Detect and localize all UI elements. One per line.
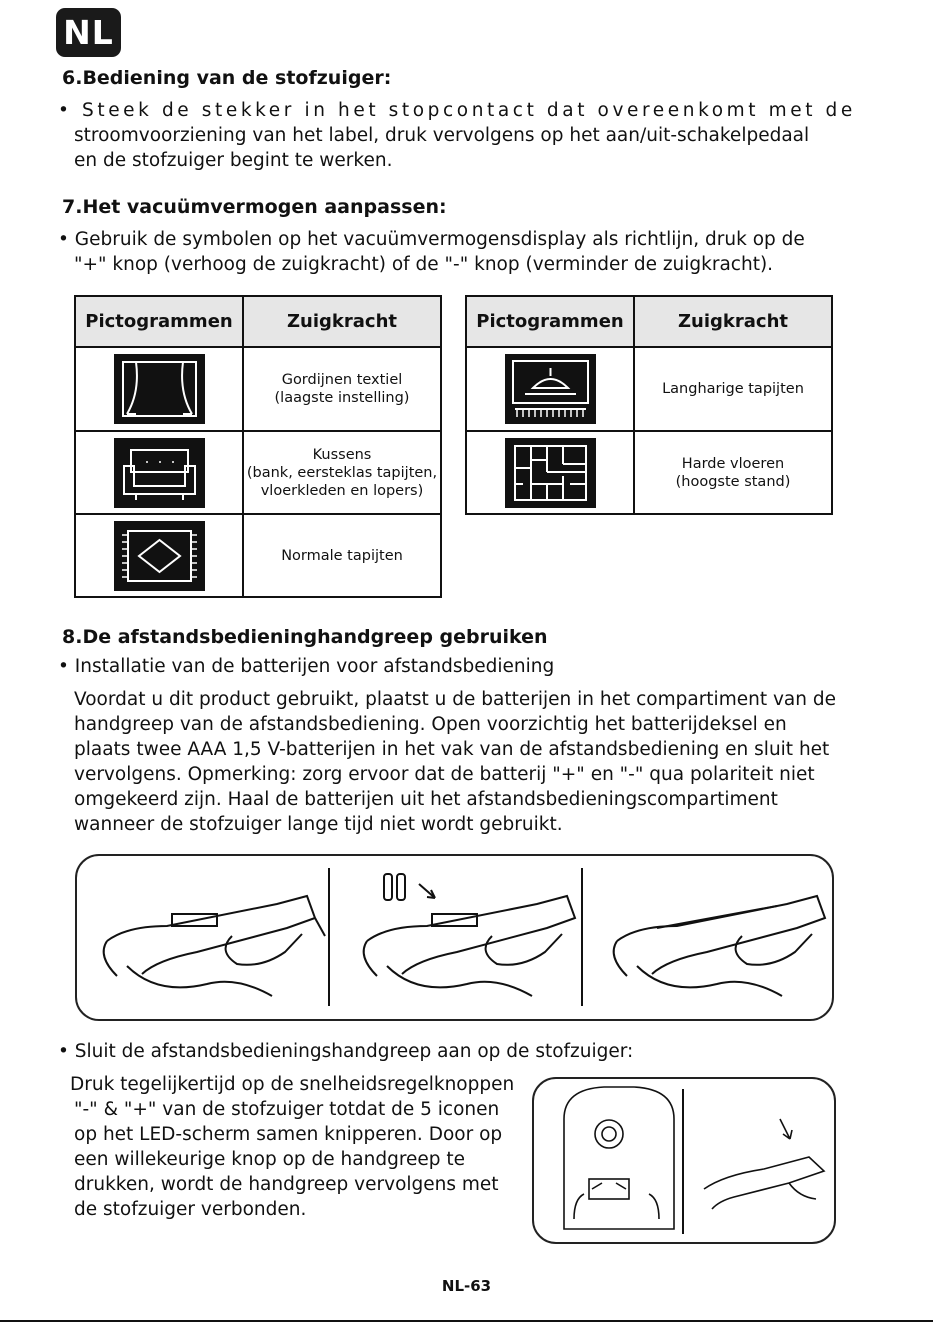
table-row [75,347,441,431]
table-cell-text: Normale tapijten [243,514,441,597]
battery-install-bullet: • Installatie van de batterijen voor afstandsbediening [58,656,555,677]
section-6-line-1: • Steek de stekker in het stopcontact dat overeenkomt met de [58,100,856,121]
sofa-icon [114,438,205,508]
section-8-title: 8.De afstandsbedieninghandgreep gebruiken [62,626,548,648]
suction-table-left [74,295,442,598]
table-header-pictograms: Pictogrammen [75,296,243,347]
table-cell-text: Gordijnen textiel (laagste instelling) [243,347,441,431]
handle-illustrations [77,856,832,1019]
table-header-suction: Zuigkracht [243,296,441,347]
table-cell-text: Harde vloeren (hoogste stand) [634,431,832,514]
language-badge: NL [56,8,121,57]
table-header-suction: Zuigkracht [634,296,832,347]
table-row [466,431,832,514]
page-number: NL-63 [441,1277,492,1295]
table-row [75,431,441,514]
suction-table-right [465,295,833,515]
hard-floor-icon [505,438,596,508]
pairing-illustration [532,1077,836,1244]
rug-icon [114,521,205,591]
section-7-title: 7.Het vacuümvermogen aanpassen: [62,196,447,218]
pairing-text: Druk tegelijkertijd op de snelheidsregelknoppen "-" & "+" van de stofzuiger totdat de 5 iconen op het LED-scherm samen knipperen. Door op een willekeurige knop op de handgreep te drukken, wordt de handgreep vervolgens met de stofzuiger verbonden. [70,1074,515,1220]
bottom-rule [0,1320,933,1322]
curtain-icon [114,354,205,424]
table-cell-text: Langharige tapijten [634,347,832,431]
vacuum-and-handle-illustration [534,1079,834,1242]
pairing-bullet: • Sluit de afstandsbedieningshandgreep aan op de stofzuiger: [58,1041,634,1062]
section-6-title: 6.Bediening van de stofzuiger: [62,67,392,89]
table-header-pictograms: Pictogrammen [466,296,634,347]
section-7-line-2: "+" knop (verhoog de zuigkracht) of de "-" knop (verminder de zuigkracht). [74,254,774,275]
long-pile-carpet-icon [505,354,596,424]
battery-install-text: Voordat u dit product gebruikt, plaatst u de batterijen in het compartiment van de handgreep van de afstandsbediening. Open voorzichtig het batterijdeksel en plaats twee AAA 1,5 V-batterijen in het vak van de afstandsbediening en sluit het vervolgens. Opmerking: zorg ervoor dat de batterij "+" en "-" qua polariteit niet omgekeerd zijn. Haal de batterijen uit het afstandsbedieningscompartiment wanneer de stofzuiger lange tijd niet wordt gebruikt. [74,689,836,835]
table-cell-text: Kussens (bank, eersteklas tapijten, vloerkleden en lopers) [243,431,441,514]
section-7-line-1: • Gebruik de symbolen op het vacuümvermogensdisplay als richtlijn, druk op de [58,229,805,250]
battery-steps-illustration [75,854,834,1021]
table-row [75,514,441,597]
table-row [466,347,832,431]
section-6-line-2: stroomvoorziening van het label, druk vervolgens op het aan/uit-schakelpedaal [74,125,810,146]
section-6-line-3: en de stofzuiger begint te werken. [74,150,393,171]
